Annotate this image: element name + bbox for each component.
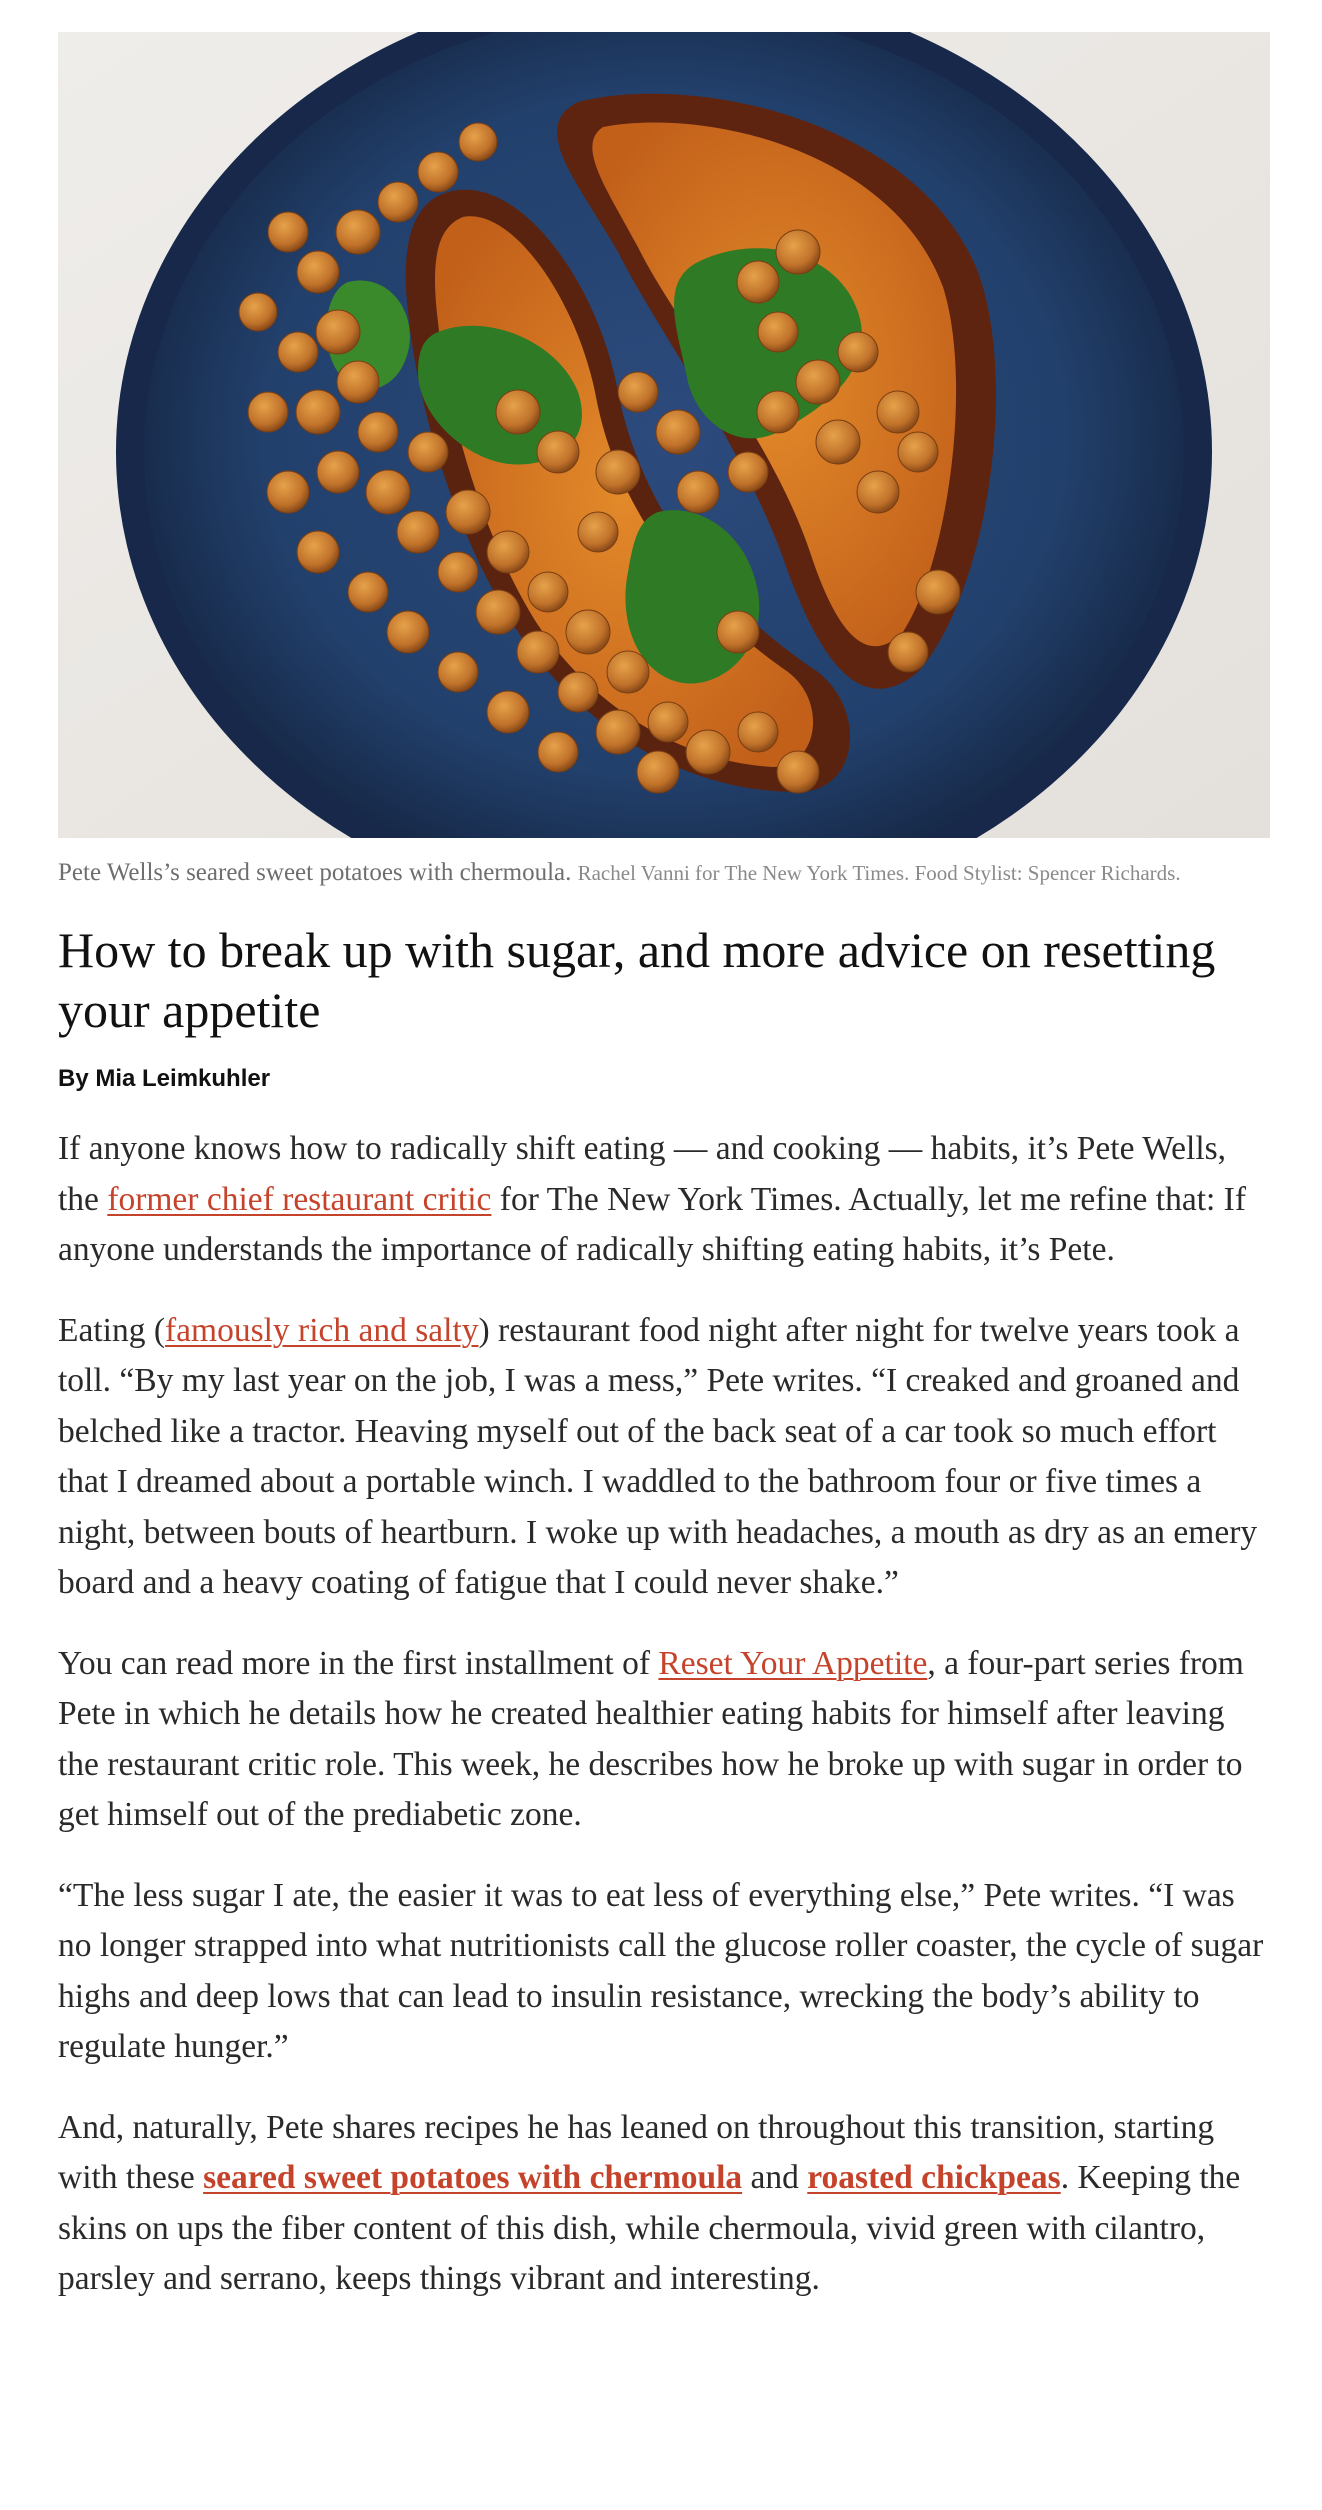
paragraph-3-text-b: , a four-part series from Pete in which he details how he created healthier eating habits for himself after leaving the restaurant critic role. This week, he describes how he broke up with sugar in order to get himself out of the prediabetic zone. bbox=[58, 1644, 1244, 1833]
paragraph-2-text-a: Eating ( bbox=[58, 1311, 165, 1349]
caption-credit: Rachel Vanni for The New York Times. Food Stylist: Spencer Richards. bbox=[577, 861, 1181, 885]
paragraph-5 bbox=[58, 2103, 1270, 2305]
paragraph-2-text-b: ) restaurant food night after night for twelve years took a toll. “By my last year on the job, I was a mess,” Pete writes. “I creaked and groaned and belched like a tractor. Heaving myself out of the back seat of a car took so much effort that I dreamed about a portable winch. I waddled to the bathroom four or five times a night, between bouts of heartburn. I woke up with headaches, a mouth as dry as an emery board and a heavy coating of fatigue that I could never shake.” bbox=[58, 1311, 1258, 1601]
hero-photo bbox=[58, 32, 1270, 838]
paragraph-3 bbox=[58, 1639, 1270, 1841]
article bbox=[58, 32, 1270, 2305]
paragraph-4: “The less sugar I ate, the easier it was to eat less of everything else,” Pete writes. “I was no longer strapped into what nutritionists call the glucose roller coaster, the cycle of sugar highs and deep lows that can lead to insulin resistance, wrecking the body’s ability to regulate hunger.” bbox=[58, 1876, 1264, 2065]
headline: How to break up with sugar, and more advice on resetting your appetite bbox=[58, 922, 1216, 1038]
paragraph-2 bbox=[58, 1306, 1270, 1609]
link-famously-rich-and-salty[interactable]: famously rich and salty bbox=[164, 1311, 479, 1349]
caption-text: Pete Wells’s seared sweet potatoes with chermoula. bbox=[58, 859, 572, 886]
paragraph-1-text-b: for The New York Times. Actually, let me refine that: If anyone understands the importance of radically shifting eating habits, it’s Pete. bbox=[58, 1180, 1246, 1268]
photo-caption bbox=[58, 856, 1270, 890]
byline: By Mia Leimkuhler bbox=[58, 1065, 271, 1092]
paragraph-5-text-a: And, naturally, Pete shares recipes he has leaned on throughout this transition, starting with these bbox=[58, 2108, 1215, 2196]
paragraph-3-text-a: You can read more in the first installment of bbox=[58, 1644, 659, 1682]
paragraph-5-text-mid: and bbox=[742, 2159, 808, 2196]
link-roasted-chickpeas-recipe[interactable]: roasted chickpeas bbox=[807, 2159, 1061, 2196]
link-seared-sweet-potatoes-recipe[interactable]: seared sweet potatoes with chermoula bbox=[203, 2159, 743, 2196]
paragraph-1 bbox=[58, 1124, 1270, 1276]
paragraph-5-text-b: . Keeping the skins on ups the fiber content of this dish, while chermoula, vivid green with cilantro, parsley and serrano, keeps things vibrant and interesting. bbox=[58, 2159, 1241, 2297]
link-former-chief-restaurant-critic[interactable]: former chief restaurant critic bbox=[107, 1180, 492, 1218]
paragraph-1-text-a: If anyone knows how to radically shift eating — and cooking — habits, it’s Pete Wells, the bbox=[58, 1130, 1227, 1218]
link-reset-your-appetite[interactable]: Reset Your Appetite bbox=[658, 1644, 928, 1682]
